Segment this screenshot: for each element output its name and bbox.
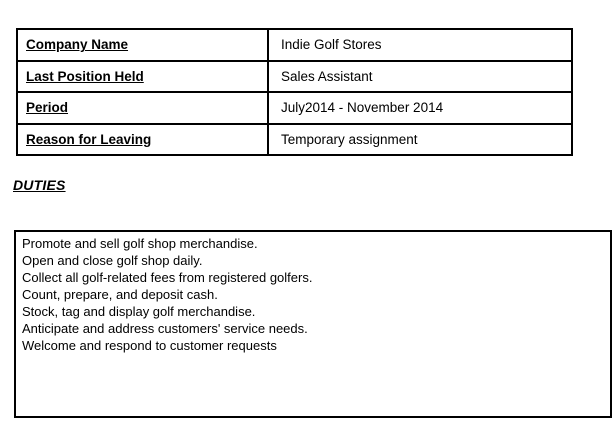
duty-line: Anticipate and address customers' service needs. — [22, 321, 308, 336]
table-value-cell: Sales Assistant — [268, 61, 572, 93]
duties-box — [14, 230, 612, 418]
table-row — [17, 29, 572, 61]
table-value-cell: July2014 - November 2014 — [268, 92, 572, 124]
table-row — [17, 124, 572, 156]
table-row — [17, 61, 572, 93]
table-label-cell: Last Position Held — [17, 61, 268, 93]
table-row — [17, 92, 572, 124]
table-label-cell: Reason for Leaving — [17, 124, 268, 156]
duty-line: Stock, tag and display golf merchandise. — [22, 304, 256, 319]
duty-line: Collect all golf-related fees from registered golfers. — [22, 270, 313, 285]
duty-line: Welcome and respond to customer requests — [22, 338, 277, 353]
duties-heading: DUTIES — [13, 177, 66, 193]
duty-line: Count, prepare, and deposit cash. — [22, 287, 218, 302]
duty-line: Open and close golf shop daily. — [22, 253, 203, 268]
table-value-cell: Temporary assignment — [268, 124, 572, 156]
table-value-cell: Indie Golf Stores — [268, 29, 572, 61]
duty-line: Promote and sell golf shop merchandise. — [22, 236, 258, 251]
table-label-cell: Period — [17, 92, 268, 124]
table-label-cell: Company Name — [17, 29, 268, 61]
employment-details-table — [16, 28, 573, 156]
